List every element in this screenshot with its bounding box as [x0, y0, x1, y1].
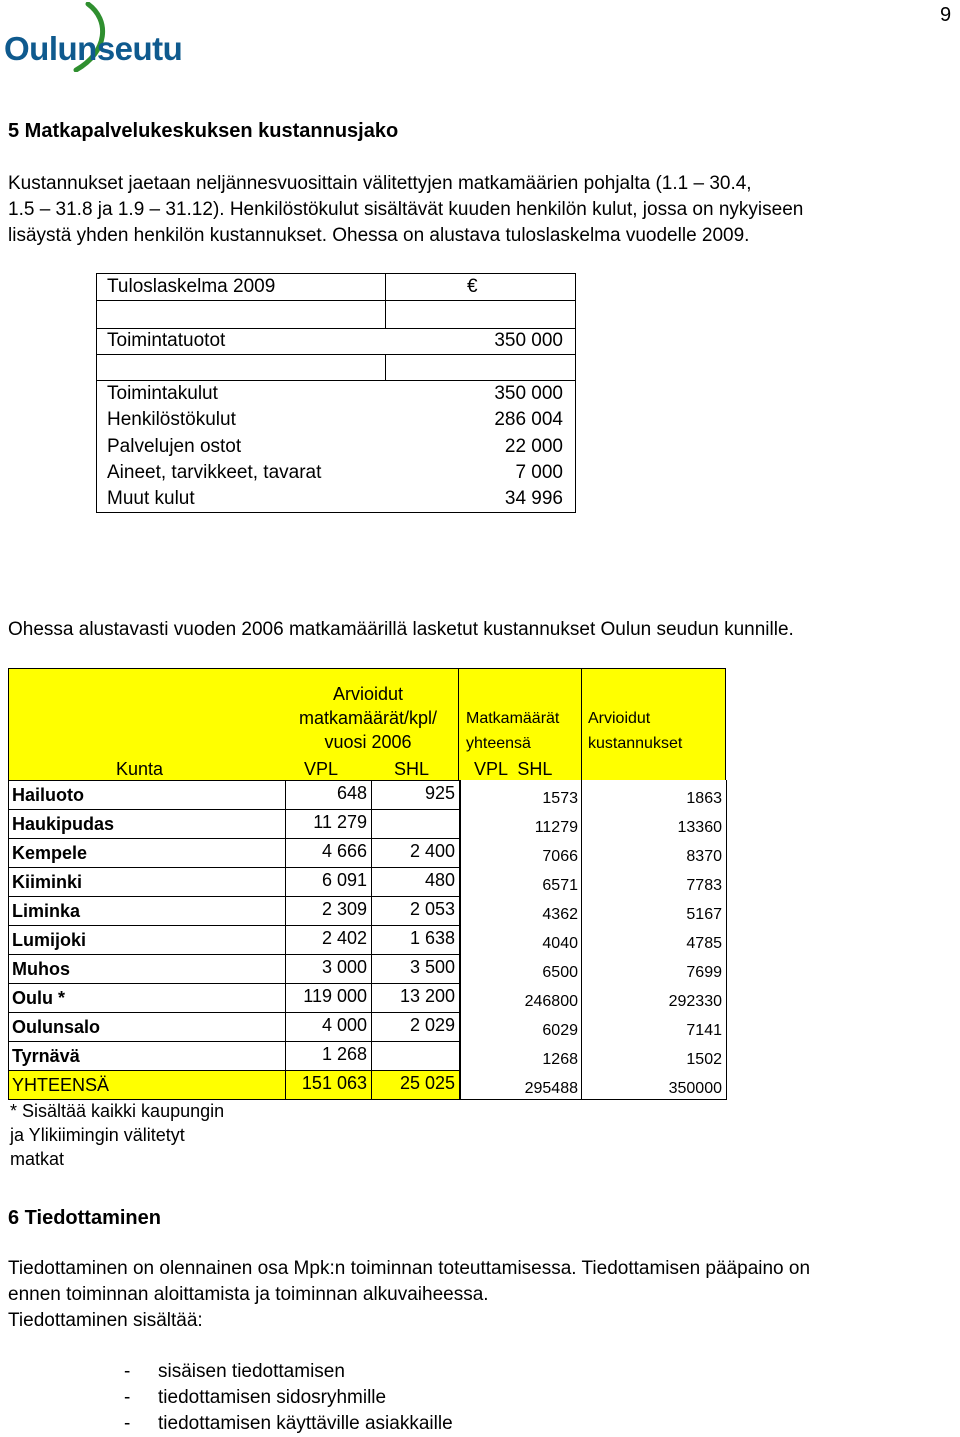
vpl-cell: 11 279	[285, 809, 372, 839]
header-line: yhteensä	[466, 735, 531, 752]
section-6-title: 6 Tiedottaminen	[8, 1207, 161, 1229]
shl-cell: 480	[371, 867, 460, 897]
section-6-paragraph	[8, 1256, 958, 1334]
row-label: Toimintakulut	[107, 383, 218, 404]
row-label: Muut kulut	[107, 488, 195, 509]
kunta-cell: Kempele	[8, 838, 286, 868]
section-6-line-3: Tiedottaminen sisältää:	[8, 1310, 203, 1331]
list-item: - tiedottamisen käyttäville asiakkaille	[124, 1411, 453, 1437]
header-line: matkamäärät/kpl/	[298, 708, 438, 728]
logo-text-right: seutu	[96, 30, 183, 67]
vpl-cell: 1 268	[285, 1041, 372, 1071]
section-5-line-2: 1.5 – 31.8 ja 1.9 – 31.12). Henkilöstökulut sisältävät kuuden henkilön kulut, jossa on nykyiseen	[8, 199, 804, 220]
total-cell: 4362	[542, 906, 578, 923]
shl-cell	[371, 1041, 460, 1071]
total-cell: 295488	[524, 1080, 578, 1097]
total-cell: 1573	[542, 790, 578, 807]
table-divider	[581, 780, 582, 1100]
cost-cell: 7141	[686, 1022, 722, 1039]
header-vpl-shl: VPL SHL	[474, 759, 553, 779]
tuloslaskelma-header-row	[97, 274, 575, 300]
cost-intro: Ohessa alustavasti vuoden 2006 matkamäärillä lasketut kustannukset Oulun seudun kunnille.	[8, 619, 794, 640]
row-value: 350 000	[494, 330, 563, 351]
cost-table-footnote	[10, 1099, 224, 1171]
tuloslaskelma-table	[96, 273, 576, 513]
shl-cell: 1 638	[371, 925, 460, 955]
cost-cell: 7699	[686, 964, 722, 981]
shl-cell: 925	[371, 780, 460, 810]
table-divider	[460, 1099, 727, 1100]
total-cell: 246800	[524, 993, 578, 1010]
shl-cell: 2 400	[371, 838, 460, 868]
footnote-line: ja Ylikiimingin välitetyt	[10, 1125, 185, 1145]
kunta-cell: Hailuoto	[8, 780, 286, 810]
cost-cell: 350000	[668, 1080, 722, 1097]
row-label: Henkilöstökulut	[107, 409, 236, 430]
header-arvioidut-matkamaarat	[278, 682, 458, 754]
vpl-cell: 2 402	[285, 925, 372, 955]
kunta-cell: Muhos	[8, 954, 286, 984]
section-6-line-2: ennen toiminnan aloittamista ja toiminnan alkuvaiheessa.	[8, 1284, 489, 1305]
vpl-cell: 648	[285, 780, 372, 810]
shl-cell: 25 025	[371, 1070, 460, 1100]
kunta-cell: Lumijoki	[8, 925, 286, 955]
vpl-cell: 2 309	[285, 896, 372, 926]
cost-table	[8, 668, 728, 1100]
section-5-title: 5 Matkapalvelukeskuksen kustannusjako	[8, 120, 399, 142]
header-kunta: Kunta	[116, 759, 164, 779]
header-arvioidut-kustannukset	[588, 706, 682, 756]
shl-cell: 13 200	[371, 983, 460, 1013]
table-divider	[97, 300, 575, 301]
total-cell: 6029	[542, 1022, 578, 1039]
tiedottaminen-list	[124, 1359, 453, 1437]
table-row	[97, 460, 575, 486]
footnote-line: matkat	[10, 1149, 65, 1169]
shl-cell: 3 500	[371, 954, 460, 984]
table-row	[97, 328, 575, 354]
header-line: kustannukset	[588, 735, 683, 752]
table-divider	[581, 668, 582, 780]
cost-cell: 4785	[686, 935, 722, 952]
kunta-cell: Tyrnävä	[8, 1041, 286, 1071]
section-5-line-3: lisäystä yhden henkilön kustannukset. Ohessa on alustava tuloslaskelma vuodelle 2009.	[8, 225, 750, 246]
total-cell: 1268	[542, 1051, 578, 1068]
header-line: vuosi 2006	[324, 732, 412, 752]
header-shl: SHL	[394, 759, 430, 779]
row-label: Palvelujen ostot	[107, 436, 242, 457]
header-vpl: VPL	[304, 759, 339, 779]
section-6-line-1: Tiedottaminen on olennainen osa Mpk:n toiminnan toteuttamisessa. Tiedottamisen pääpaino on	[8, 1258, 811, 1279]
vpl-cell: 4 000	[285, 1012, 372, 1042]
shl-cell: 2 053	[371, 896, 460, 926]
list-item: - sisäisen tiedottamisen	[124, 1359, 453, 1385]
kunta-cell: Oulu *	[8, 983, 286, 1013]
row-value: 22 000	[504, 436, 563, 457]
kunta-cell: Kiiminki	[8, 867, 286, 897]
kunta-cell: Oulunsalo	[8, 1012, 286, 1042]
section-5-line-1: Kustannukset jaetaan neljännesvuosittain välitettyjen matkamäärien pohjalta (1.1 – 30.4,	[8, 173, 752, 194]
table-divider	[97, 354, 575, 355]
vpl-cell: 6 091	[285, 867, 372, 897]
kunta-cell: YHTEENSÄ	[8, 1070, 286, 1100]
header-line: Arvioidut	[588, 710, 651, 727]
cost-cell: 8370	[686, 848, 722, 865]
vpl-cell: 119 000	[285, 983, 372, 1013]
row-value: 7 000	[515, 462, 563, 483]
cost-cell: 13360	[677, 819, 722, 836]
row-value: 286 004	[494, 409, 563, 430]
oulunseutu-logo	[4, 2, 204, 72]
total-cell: 7066	[542, 848, 578, 865]
row-value: 350 000	[494, 383, 563, 404]
table-divider	[458, 668, 459, 780]
kunta-cell: Haukipudas	[8, 809, 286, 839]
table-row	[97, 434, 575, 460]
total-cell: 6571	[542, 877, 578, 894]
cost-cell: 292330	[668, 993, 722, 1010]
section-5-paragraph	[8, 171, 958, 249]
cost-cell: 1863	[686, 790, 722, 807]
logo-text	[4, 30, 182, 68]
table-row	[97, 381, 575, 407]
row-label: Toimintatuotot	[107, 330, 226, 351]
header-matkamaarat-yhteensa	[466, 706, 559, 756]
header-line: Matkamäärät	[466, 710, 560, 727]
table-divider	[460, 780, 461, 1100]
cost-cell: 7783	[686, 877, 722, 894]
total-cell: 4040	[542, 935, 578, 952]
total-cell: 11279	[534, 819, 578, 836]
table-divider	[726, 780, 727, 1100]
logo-text-left: Oulun	[4, 30, 97, 67]
total-cell: 6500	[542, 964, 578, 981]
cost-cell: 1502	[686, 1051, 722, 1068]
header-line: Arvioidut	[332, 684, 404, 704]
row-value: 34 996	[504, 488, 563, 509]
shl-cell: 2 029	[371, 1012, 460, 1042]
row-label: Aineet, tarvikkeet, tavarat	[107, 462, 322, 483]
vpl-cell: 151 063	[285, 1070, 372, 1100]
vpl-cell: 3 000	[285, 954, 372, 984]
table-row	[97, 486, 575, 512]
table-row	[97, 407, 575, 433]
shl-cell	[371, 809, 460, 839]
footnote-line: * Sisältää kaikki kaupungin	[10, 1101, 225, 1121]
tuloslaskelma-title: Tuloslaskelma 2009	[107, 276, 276, 297]
vpl-cell: 4 666	[285, 838, 372, 868]
currency-symbol: €	[467, 276, 478, 297]
kunta-cell: Liminka	[8, 896, 286, 926]
table-divider	[385, 354, 386, 380]
list-item: - tiedottamisen sidosryhmille	[124, 1385, 453, 1411]
cost-cell: 5167	[686, 906, 722, 923]
page-number: 9	[940, 4, 952, 26]
